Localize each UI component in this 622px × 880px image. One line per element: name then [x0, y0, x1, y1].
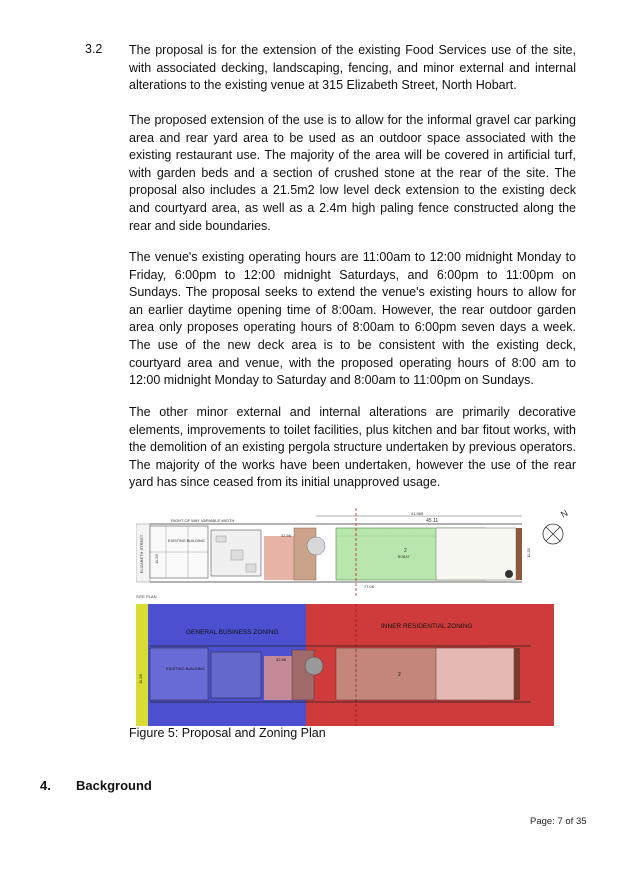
street-label: ELIZABETH STREET: [139, 534, 144, 574]
area-label: BOBAT: [398, 555, 410, 559]
inner-residential-label: INNER RESIDENTIAL ZONING: [381, 623, 473, 630]
zoning-plan-figure: [136, 604, 554, 726]
heading-title: Background: [76, 778, 152, 793]
right-of-way-label: RIGHT OF WAY VARIABLE WIDTH: [171, 518, 235, 523]
dim-bottom: 77.06: [364, 584, 375, 589]
dim-top-b: 45.11: [426, 518, 439, 524]
paragraph-4: The other minor external and internal alterations are primarily decorative elements, improvements to toilet facilities, plus kitchen and bar fitout works, with the demolition of an existing pergola structure undertaken by previous operators. The majority of the works have been undertaken, however the use of the rear yard has since ceased from its initial unapproved usage.: [129, 405, 576, 490]
zoning-dim-a: 32.56: [276, 657, 287, 662]
width-right: 11.28: [526, 548, 531, 558]
page-number: Page: 7 of 35: [530, 816, 587, 827]
area-number: 2: [404, 548, 407, 554]
north-label: N: [559, 507, 570, 520]
figure-caption: Figure 5: Proposal and Zoning Plan: [129, 726, 326, 740]
general-business-label: GENERAL BUSINESS ZONING: [186, 629, 279, 636]
heading-number: 4.: [40, 778, 51, 793]
yellow-zone: [136, 604, 148, 726]
existing-building-label: EXISTING BUILDING: [168, 539, 205, 543]
paragraph-2: The proposed extension of the use is to allow for the informal gravel car parking area and rear yard area to be used as an outdoor space associated with the existing restaurant use. The majority of the area will be covered in artificial turf, with garden beds and a section of crushed stone at the rear of the site. The proposal also includes a 21.5m2 low level deck extension to the existing deck and courtyard area, as well as a 2.4m high paling fence constructed along the rear and side boundaries.: [129, 113, 576, 233]
width-left: 11.28: [154, 554, 159, 564]
section-number: 3.2: [85, 42, 103, 56]
zoning-area-number: 2: [398, 672, 401, 678]
dim-top-a: 41.965: [411, 511, 424, 516]
site-plan-label: SITE PLAN: [136, 594, 157, 599]
dim-left: 32.56: [281, 533, 292, 538]
paragraph-1: The proposal is for the extension of the existing Food Services use of the site, with associated decking, landscaping, fencing, and minor external and internal alterations to the existing venue at 315 Elizabeth Street, North Hobart.: [129, 43, 576, 93]
paragraph-3: The venue's existing operating hours are 11:00am to 12:00 midnight Monday to Friday, 6:00pm to 12:00 midnight Saturdays, and 6:00pm to 11:00pm on Sundays. The proposal seeks to extend the venue's existing hours to allow for an earlier daytime opening time of 8:00am. However, the rear outdoor garden area only proposes operating hours of 8:00am to 6:00pm seven days a week. The use of the new deck area is to be consistent with the existing deck, courtyard area and venue, with the proposed operating hours of 8:00 am to 12:00 midnight Monday to Saturday and 8:00am to 11:00pm on Sundays.: [129, 250, 576, 388]
site-plan-figure: [136, 506, 576, 600]
zoning-existing-building: EXISTING BUILDING: [166, 666, 205, 671]
zoning-dim-b: 11.28: [138, 674, 143, 684]
